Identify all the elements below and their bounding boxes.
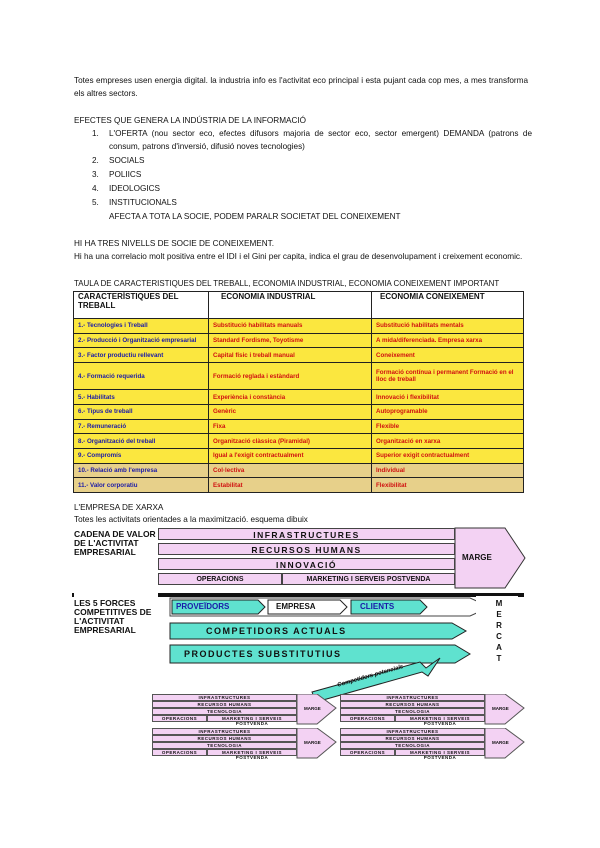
table-row: 1.- Tecnologies i Treball Substitució habilitats manuals Substitució habilitats mentals <box>74 319 524 334</box>
mini-chain: INFRASTRUCTURES RECURSOS HUMANS TECNOLOGIA OPERACIONS MARKETING I SERVEIS POSTVENDA MARGE <box>152 694 337 726</box>
proveidors-label: PROVEÏDORS <box>176 602 230 611</box>
table-row: 4.- Formació requerida Formació reglada i estàndard Formació contínua i permanent Formació en el lloc de treball <box>74 362 524 389</box>
table-header: CARACTERÍSTIQUES DEL TREBALL <box>74 292 209 319</box>
substitutius-label: PRODUCTES SUBSTITUTIUS <box>184 649 342 659</box>
intro-paragraph: Totes empreses usen energia digital. la industria info es l'activitat eco principal i esta pujant cada cop mes, a mes transforma els altres sectors. <box>74 76 528 98</box>
effects-item: 2. SOCIALS <box>92 156 145 165</box>
empresa-label: EMPRESA <box>276 602 316 611</box>
mini-chain: INFRASTRUCTURES RECURSOS HUMANS TECNOLOGIA OPERACIONS MARKETING I SERVEIS POSTVENDA MARGE <box>340 728 525 760</box>
table-row: 3.- Factor productiu rellevant Capital físic i treball manual Coneixement <box>74 348 524 363</box>
table-caption: TAULA DE CARACTERISTIQUES DEL TREBALL, ECONOMIA INDUSTRIAL, ECONOMIA CONEIXEMENT IMPORTANT <box>74 279 500 288</box>
band-recursos-humans: RECURSOS HUMANS <box>158 543 455 555</box>
effects-conclusion: AFECTA A TOTA LA SOCIE, PODEM PARALR SOCIETAT DEL CONEIXEMENT <box>109 212 401 221</box>
table-header: ECONOMIA CONEIXEMENT <box>372 292 524 319</box>
table-row: 5.- Habilitats Experiència i constància Innovació i flexibilitat <box>74 390 524 405</box>
effects-item: 3. POLIICS <box>92 170 142 179</box>
mini-chain: INFRASTRUCTURES RECURSOS HUMANS TECNOLOGIA OPERACIONS MARKETING I SERVEIS POSTVENDA MARGE <box>340 694 525 726</box>
mercat-label: M E R C A T <box>495 599 503 663</box>
operacions-box: OPERACIONS <box>158 573 282 585</box>
band-infrastructures: INFRASTRUCTURES <box>158 528 455 540</box>
effects-item: 1. L'OFERTA (nou sector eco, efectes difusors majoria de sector eco, sector emergent) DEMANDA (patrons de consum, patrons d'inversió, difusió noves tecnologies) <box>92 129 532 151</box>
forces-label: LES 5 FORCES COMPETITIVES DE L'ACTIVITAT EMPRESARIAL <box>74 591 158 635</box>
potencials-label: Competidors potencials <box>336 664 405 689</box>
table-row: 9.- Compromís Igual a l'exigit contractualment Superior exigit contractualment <box>74 448 524 463</box>
table-row: 11.- Valor corporatiu Estabilitat Flexibilitat <box>74 478 524 493</box>
network-title: L'EMPRESA DE XARXA <box>74 503 164 512</box>
effects-item: 4. IDEOLOGICS <box>92 184 160 193</box>
levels-text: Hi ha una correlacio molt positiva entre el IDI i el Gini per capita, indica el grau de desenvolupament i creixement economic. <box>74 252 523 261</box>
network-text: Totes les activitats orientades a la maximització. esquema dibuix <box>74 515 308 524</box>
table-row: 2.- Producció i Organització empresarial Standard Fordisme, Toyotisme A mida/diferenciada. Empresa xarxa <box>74 333 524 348</box>
effects-item: 5. INSTITUCIONALS <box>92 198 177 207</box>
table-row: 6.- Tipus de treball Genèric Autoprogramable <box>74 405 524 420</box>
band-innovacio: INNOVACIÓ <box>158 558 455 570</box>
marge-label: MARGE <box>462 553 492 562</box>
competidors-label: COMPETIDORS ACTUALS <box>206 626 347 636</box>
table-row: 7.- Remuneració Fixa Flexible <box>74 419 524 434</box>
value-chain-label: CADENA DE VALOR DE L'ACTIVITAT EMPRESARIAL <box>74 529 156 557</box>
table-row: 8.- Organització del treball Organització clàssica (Piramidal) Organització en xarxa <box>74 434 524 449</box>
marketing-box: MARKETING I SERVEIS POSTVENDA <box>282 573 455 585</box>
table-header: ECONOMIA INDUSTRIAL <box>209 292 372 319</box>
mini-chain: INFRASTRUCTURES RECURSOS HUMANS TECNOLOGIA OPERACIONS MARKETING I SERVEIS POSTVENDA MARGE <box>152 728 337 760</box>
table-row: 10.- Relació amb l'empresa Col·lectiva Individual <box>74 463 524 478</box>
clients-label: CLIENTS <box>360 602 395 611</box>
levels-title: HI HA TRES NIVELLS DE SOCIE DE CONEIXEMENT. <box>74 239 275 248</box>
effects-title: EFECTES QUE GENERA LA INDÚSTRIA DE LA INFORMACIÓ <box>74 116 307 125</box>
